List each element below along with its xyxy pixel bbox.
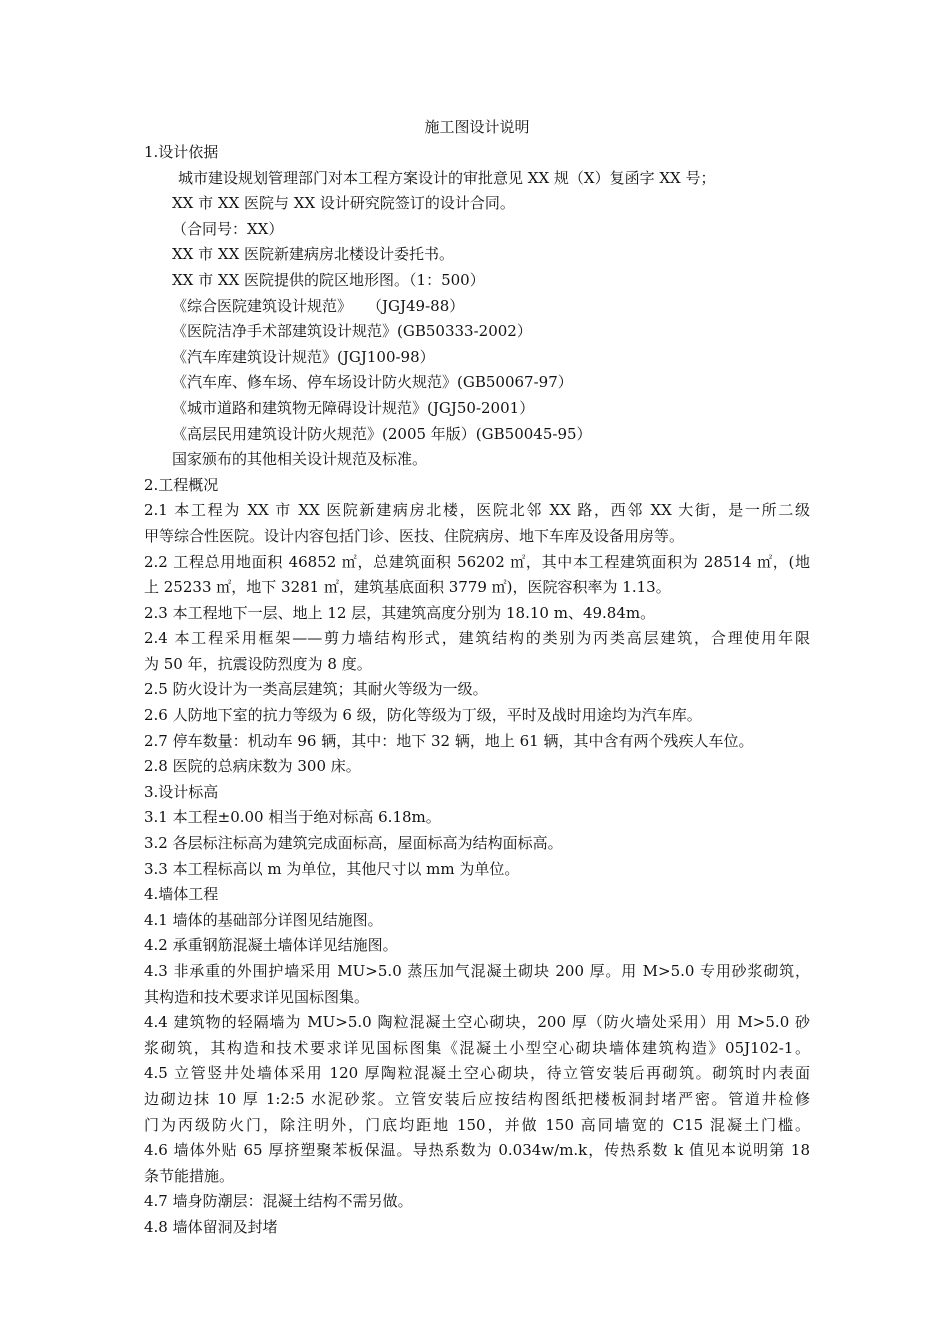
text-line: 《综合医院建筑设计规范》 （JGJ49-88） <box>172 296 465 315</box>
text-line: XX 市 XX 医院与 XX 设计研究院签订的设计合同。 <box>172 194 515 213</box>
text-line: 2.4 本工程采用框架——剪力墙结构形式，建筑结构的类别为丙类高层建筑，合理使用年限 <box>144 629 810 648</box>
text-line: （合同号：XX） <box>172 219 284 238</box>
text-line: 2.2 工程总用地面积 46852 ㎡，总建筑面积 56202 ㎡，其中本工程建筑面积为 28514 ㎡，(地 <box>144 552 810 571</box>
text-line: 《城市道路和建筑物无障碍设计规范》(JGJ50-2001） <box>172 398 535 417</box>
text-line: 2.7 停车数量：机动车 96 辆，其中：地下 32 辆，地上 61 辆，其中含有两个残疾人车位。 <box>144 731 754 750</box>
text-line: 《汽车库、修车场、停车场设计防火规范》(GB50067-97） <box>172 373 573 392</box>
document-page <box>144 114 810 1241</box>
text-line: 4.8 墙体留洞及封堵 <box>144 1217 278 1236</box>
text-line: 2.1 本工程为 XX 市 XX 医院新建病房北楼，医院北邻 XX 路，西邻 XX 大街，是一所二级 <box>144 501 810 520</box>
text-line: 条节能措施。 <box>144 1166 235 1185</box>
text-line: XX 市 XX 医院新建病房北楼设计委托书。 <box>172 245 455 264</box>
text-line: 2.6 人防地下室的抗力等级为 6 级，防化等级为丁级，平时及战时用途均为汽车库。 <box>144 706 702 725</box>
text-line: 4.3 非承重的外围护墙采用 MU>5.0 蒸压加气混凝土砌块 200 厚。用 M>5.0 专用砂浆砌筑， <box>144 962 810 980</box>
text-line: 4.4 建筑物的轻隔墙为 MU>5.0 陶粒混凝土空心砌块，200 厚（防火墙处采用）用 M>5.0 砂 <box>144 1013 810 1032</box>
text-line: 为 50 年，抗震设防烈度为 8 度。 <box>144 654 372 673</box>
text-line: 边砌边抹 10 厚 1:2:5 水泥砂浆。立管安装后应按结构图纸把楼板洞封堵严密。管道井检修 <box>144 1089 810 1108</box>
text-line: 4.5 立管竖井处墙体采用 120 厚陶粒混凝土空心砌块，待立管安装后再砌筑。砌筑时内表面 <box>144 1064 810 1083</box>
text-line: 国家颁布的其他相关设计规范及标准。 <box>172 450 428 469</box>
text-line: 1.设计依据 <box>144 143 219 161</box>
document-title: 施工图设计说明 <box>424 118 530 136</box>
text-line: 4.墙体工程 <box>144 885 219 904</box>
text-line: 《高层民用建筑设计防火规范》(2005 年版）(GB50045-95） <box>172 424 592 443</box>
text-line: 门为丙级防火门，除注明外，门底均距地 150，并做 150 高同墙宽的 C15 混凝土门槛。 <box>144 1115 810 1134</box>
text-line: 《汽车库建筑设计规范》(JGJ100-98） <box>172 347 435 366</box>
text-line: 4.1 墙体的基础部分详图见结施图。 <box>144 910 383 929</box>
text-line: 甲等综合性医院。设计内容包括门诊、医技、住院病房、地下车库及设备用房等。 <box>144 526 685 545</box>
text-line: 2.8 医院的总病床数为 300 床。 <box>144 757 361 776</box>
text-line: 其构造和技术要求详见国标图集。 <box>144 987 370 1006</box>
text-line: 2.3 本工程地下一层、地上 12 层，其建筑高度分别为 18.10 m、49.84m。 <box>144 603 656 622</box>
text-line: 城市建设规划管理部门对本工程方案设计的审批意见 XX 规（X）复函字 XX 号； <box>178 168 716 187</box>
text-line: 4.7 墙身防潮层：混凝土结构不需另做。 <box>144 1192 413 1211</box>
text-line: 浆砌筑，其构造和技术要求详见国标图集《混凝土小型空心砌块墙体建筑构造》05J102-1。 <box>144 1038 810 1057</box>
text-line: 2.工程概况 <box>144 475 219 494</box>
text-line: 3.2 各层标注标高为建筑完成面标高，屋面标高为结构面标高。 <box>144 834 563 853</box>
text-line: 3.1 本工程±0.00 相当于绝对标高 6.18m。 <box>144 808 441 827</box>
document-body <box>144 140 810 1241</box>
text-line: 2.5 防火设计为一类高层建筑；其耐火等级为一级。 <box>144 680 488 699</box>
text-line: 《医院洁净手术部建筑设计规范》(GB50333-2002） <box>172 322 532 341</box>
text-line: 4.2 承重钢筋混凝土墙体详见结施图。 <box>144 936 398 955</box>
text-line: XX 市 XX 医院提供的院区地形图。（1：500） <box>172 270 485 289</box>
text-line: 4.6 墙体外贴 65 厚挤塑聚苯板保温。导热系数为 0.034w/m.k，传热系数 k 值见本说明第 18 <box>144 1141 810 1160</box>
text-line: 3.设计标高 <box>144 782 219 801</box>
text-line: 3.3 本工程标高以 m 为单位，其他尺寸以 mm 为单位。 <box>144 859 520 878</box>
text-line: 上 25233 ㎡，地下 3281 ㎡，建筑基底面积 3779 ㎡)，医院容积率为 1.13。 <box>144 578 671 597</box>
